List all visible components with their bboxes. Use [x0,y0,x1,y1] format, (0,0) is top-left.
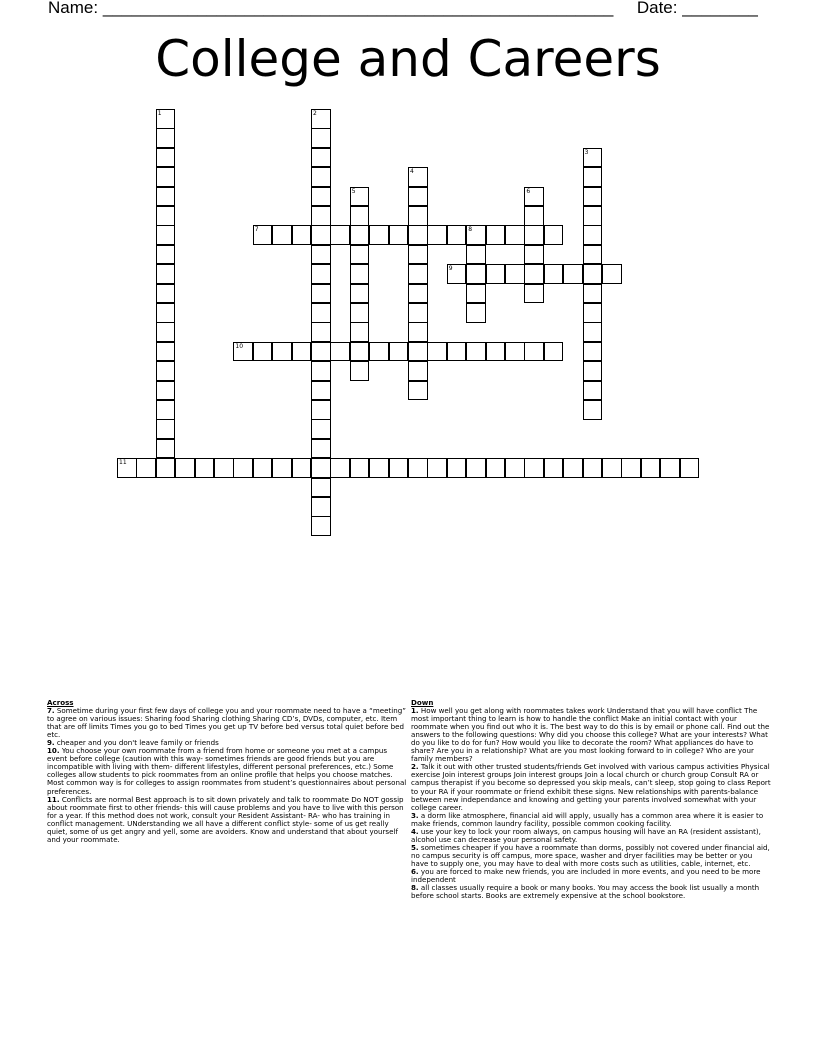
crossword-cell[interactable] [408,264,428,284]
crossword-cell[interactable] [408,206,428,226]
crossword-cell[interactable] [486,225,506,245]
crossword-cell[interactable] [408,167,428,187]
crossword-cell[interactable] [524,264,544,284]
crossword-cell[interactable] [156,264,176,284]
crossword-cell[interactable] [447,264,467,284]
clue-number: 11 [119,459,127,467]
crossword-cell[interactable] [621,458,641,478]
crossword-cell[interactable] [156,128,176,148]
crossword-cell[interactable] [156,342,176,362]
crossword-cell[interactable] [311,264,331,284]
crossword-cell[interactable] [311,303,331,323]
crossword-cell[interactable] [505,458,525,478]
crossword-cell[interactable] [427,225,447,245]
crossword-cell[interactable] [583,245,603,265]
clue-number: 3 [584,148,589,156]
crossword-cell[interactable] [311,109,331,129]
down-clue: 5. sometimes cheaper if you have a roommate than dorms, possibly not covered under financial aid, no campus security is off campus, more space, washer and dryer facilities may be better or you have to supply one, you may have to deal with more costs such as utilities, cable, internet, etc. [411,842,770,868]
across-clues [47,699,407,844]
crossword-cell[interactable] [524,284,544,304]
crossword-cell[interactable] [389,342,409,362]
crossword-cell[interactable] [524,187,544,207]
crossword-cell[interactable] [544,458,564,478]
crossword-cell[interactable] [253,342,273,362]
down-clue: 8. all classes usually require a book or many books. You may access the book list usually a month before school starts. Books are extremely expensive at the school bookstore. [411,883,760,901]
crossword-cell[interactable] [408,342,428,362]
crossword-cell[interactable] [447,342,467,362]
crossword-cell[interactable] [486,342,506,362]
crossword-cell[interactable] [524,206,544,226]
crossword-cell[interactable] [466,303,486,323]
crossword-cell[interactable] [195,458,215,478]
crossword-cell[interactable] [253,458,273,478]
crossword-cell[interactable] [408,303,428,323]
crossword-cell[interactable] [292,458,312,478]
crossword-cell[interactable] [136,458,156,478]
crossword-cell[interactable] [408,187,428,207]
crossword-cell[interactable] [311,128,331,148]
crossword-cell[interactable] [292,342,312,362]
crossword-cell[interactable] [583,284,603,304]
crossword-cell[interactable] [583,225,603,245]
crossword-cell[interactable] [233,342,253,362]
crossword-cell[interactable] [583,148,603,168]
crossword-cell[interactable] [544,264,564,284]
crossword-cell[interactable] [311,419,331,439]
crossword-cell[interactable] [311,458,331,478]
down-clue: 2. Talk it out with other trusted students/friends Get involved with various campus activities Physical exercise Join interest groups Join interest groups Join a local church or church group Consult RA or campus therapist if you become so depressed you skip meals, can’t sleep, stop going to class Report to your RA if your roommate or friend exhibit these signs. New relationships with parents-balance between new independance and knowing and getting your parents involved somewhat with your college career. [411,762,771,812]
crossword-cell[interactable] [330,458,350,478]
down-clues [411,699,771,900]
crossword-cell[interactable] [311,225,331,245]
crossword-cell[interactable] [408,225,428,245]
crossword-cell[interactable] [156,284,176,304]
crossword-cell[interactable] [272,342,292,362]
crossword-cell[interactable] [447,458,467,478]
crossword-cell[interactable] [350,303,370,323]
crossword-cell[interactable] [680,458,700,478]
crossword-cell[interactable] [466,264,486,284]
date-line[interactable]: ________ [682,0,758,17]
crossword-cell[interactable] [311,148,331,168]
crossword-cell[interactable] [156,381,176,401]
crossword-cell[interactable] [156,458,176,478]
crossword-cell[interactable] [408,245,428,265]
crossword-cell[interactable] [369,458,389,478]
crossword-cell[interactable] [117,458,137,478]
down-clue: 3. a dorm like atmosphere, financial aid will apply, usually has a common area where it is easier to make friends, common laundry facility, possible common cooking facility. [411,810,764,828]
crossword-cell[interactable] [524,225,544,245]
crossword-cell[interactable] [369,342,389,362]
across-clue: 10. You choose your own roommate from a friend from home or someone you met at a campus event before college (caution with this way- sometimes friends are good friends but you are incompatible with living with them- different lifestyles, different personal preferences, etc.) Some colleges allow students to pick roommates from an online profile that helps you choose matches. Most common way is for colleges to assign roommates from student’s questionnaires about personal preferences. [47,746,407,796]
crossword-cell[interactable] [602,458,622,478]
crossword-cell[interactable] [214,458,234,478]
crossword-cell[interactable] [292,225,312,245]
crossword-cell[interactable] [408,284,428,304]
crossword-cell[interactable] [583,400,603,420]
clue-number: 8 [468,226,473,234]
crossword-cell[interactable] [350,458,370,478]
crossword-cell[interactable] [641,458,661,478]
crossword-cell[interactable] [311,206,331,226]
crossword-cell[interactable] [156,361,176,381]
crossword-cell[interactable] [583,458,603,478]
crossword-cell[interactable] [408,458,428,478]
crossword-cell[interactable] [156,400,176,420]
crossword-cell[interactable] [350,284,370,304]
name-label: Name: [48,0,99,17]
crossword-cell[interactable] [156,148,176,168]
crossword-cell[interactable] [369,225,389,245]
name-line[interactable]: ______________________________________________________ [102,0,614,17]
crossword-cell[interactable] [350,264,370,284]
crossword-cell[interactable] [272,458,292,478]
clue-number: 1 [157,110,162,117]
crossword-cell[interactable] [350,342,370,362]
crossword-cell[interactable] [583,322,603,342]
crossword-cell[interactable] [311,245,331,265]
crossword-cell[interactable] [311,400,331,420]
crossword-cell[interactable] [156,109,176,129]
crossword-cell[interactable] [156,419,176,439]
crossword-cell[interactable] [583,206,603,226]
crossword-cell[interactable] [505,225,525,245]
crossword-cell[interactable] [563,458,583,478]
crossword-cell[interactable] [486,264,506,284]
crossword-cell[interactable] [427,342,447,362]
crossword-cell[interactable] [175,458,195,478]
crossword-cell[interactable] [505,264,525,284]
crossword-cell[interactable] [602,264,622,284]
crossword-cell[interactable] [447,225,467,245]
down-clue: 6. you are forced to make new friends, you are included in more events, and you need to be more independent [411,866,761,885]
crossword-cell[interactable] [233,458,253,478]
crossword-cell[interactable] [350,206,370,226]
crossword-cell[interactable] [156,439,176,459]
crossword-cell[interactable] [524,245,544,265]
crossword-cell[interactable] [311,361,331,381]
crossword-cell[interactable] [466,284,486,304]
crossword-cell[interactable] [583,361,603,381]
crossword-cell[interactable] [350,245,370,265]
crossword-cell[interactable] [466,245,486,265]
clue-number: 4 [410,168,414,176]
crossword-cell[interactable] [350,187,370,207]
across-clue: 7. Sometime during your first few days of college you and your roommate need to have a “meeting” to agree on various issues: Sharing food Sharing clothing Sharing CD’s, DVDs, computer, etc. Item that are off limits Times you go to bed Times you get up TV before bed versus total quiet before bed etc. [47,706,406,740]
crossword-cell[interactable] [330,342,350,362]
down-clue: 4. use your key to lock your room always, on campus housing will have an RA (resident assistant), alcohol use can decrease your personal safety. [411,826,761,844]
crossword-cell[interactable] [524,342,544,362]
crossword-cell[interactable] [311,381,331,401]
crossword-cell[interactable] [311,284,331,304]
crossword-cell[interactable] [486,458,506,478]
clue-number: 2 [313,110,317,117]
crossword-cell[interactable] [311,497,331,517]
crossword-cell[interactable] [350,361,370,381]
crossword-cell[interactable] [466,342,486,362]
crossword-cell[interactable] [544,342,564,362]
crossword-cell[interactable] [583,187,603,207]
crossword-cell[interactable] [660,458,680,478]
crossword-cell[interactable] [156,225,176,245]
crossword-cell[interactable] [408,381,428,401]
crossword-cell[interactable] [389,458,409,478]
crossword-cell[interactable] [156,322,176,342]
crossword-cell[interactable] [311,187,331,207]
date-label: Date: [636,0,678,17]
crossword-cell[interactable] [524,458,544,478]
crossword-cell[interactable] [583,342,603,362]
crossword-cell[interactable] [466,225,486,245]
crossword-cell[interactable] [350,225,370,245]
crossword-cell[interactable] [427,458,447,478]
crossword-cell[interactable] [330,225,350,245]
crossword-cell[interactable] [583,167,603,187]
crossword-cell[interactable] [583,303,603,323]
crossword-cell[interactable] [311,516,331,536]
crossword-cell[interactable] [311,478,331,498]
down-heading: Down [411,698,434,707]
down-clue: 1. How well you get along with roommates takes work Understand that you will have conflict The most important thing to learn is how to handle the conflict Make an initial contact with your roommate when you find out who it is. The best way to do this is by email or phone call. Find out the answers to the following questions: Why did you choose this college? What are your interests? What do you like to do for fun? How would you like to decorate the room? What appliances do have to share? Are you in a relationship? What are you most looking forward to in college? Who are your family members? [411,706,770,764]
crossword-cell[interactable] [272,225,292,245]
crossword-cell[interactable] [156,167,176,187]
across-clue: 9. cheaper and you don't leave family or friends [47,738,219,748]
page-title: College and Careers [155,30,661,88]
clue-number: 5 [351,187,356,195]
clue-number: 7 [254,226,259,234]
across-clue: 11. Conflicts are normal Best approach is to sit down privately and talk to roommate Do NOT gossip about roommate first to other friends- this will cause problems and you have to live with this person for a year. If this method does not work, consult your Resident Assistant- RA- who has training in conflict management. UNderstanding we all have a different conflict style- some of us get really quiet, some of us get angry and yell, some are avoiders. Know and understand that about yourself and your roommate. [47,794,404,844]
crossword-cell[interactable] [583,381,603,401]
clue-number: 6 [526,187,531,195]
clue-number: 10 [235,342,244,350]
crossword-cell[interactable] [311,322,331,342]
crossword-cell[interactable] [466,458,486,478]
crossword-cell[interactable] [156,245,176,265]
crossword-cell[interactable] [311,342,331,362]
across-heading: Across [47,698,74,707]
crossword-cell[interactable] [563,264,583,284]
crossword-cell[interactable] [505,342,525,362]
crossword-cell[interactable] [311,439,331,459]
crossword-cell[interactable] [408,322,428,342]
crossword-cell[interactable] [389,225,409,245]
crossword-cell[interactable] [311,167,331,187]
crossword-cell[interactable] [253,225,273,245]
crossword-cell[interactable] [156,206,176,226]
crossword-cell[interactable] [408,361,428,381]
crossword-cell[interactable] [156,187,176,207]
crossword-cell[interactable] [350,322,370,342]
crossword-cell[interactable] [583,264,603,284]
crossword-cell[interactable] [544,225,564,245]
crossword-cell[interactable] [156,303,176,323]
clue-number: 9 [448,265,453,273]
